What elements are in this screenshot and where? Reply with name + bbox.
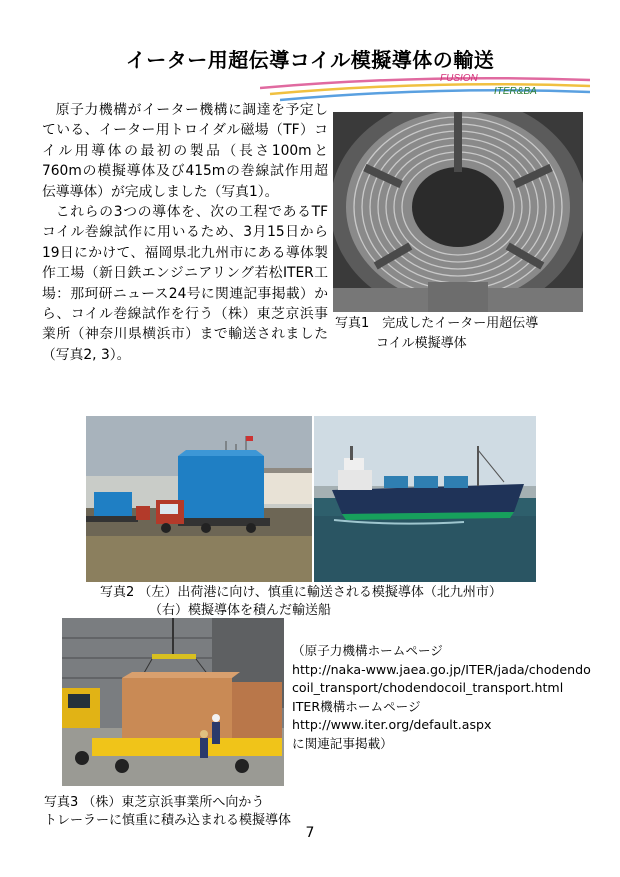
jaea-homepage-label: （原子力機構ホームページ [292,643,443,658]
photo-1-coil [333,112,583,312]
photo-1-caption-line2: コイル模擬導体 [376,336,467,351]
page-number: 7 [305,825,315,841]
fusion-tag: FUSION [440,73,478,84]
reference-links [292,642,592,753]
article-body [42,100,328,365]
iter-homepage-label: ITER機構ホームページ [292,698,421,714]
page-title: イーター用超伝導コイル模擬導体の輸送 [125,48,495,72]
photo-2-caption-line2: （右）模擬導体を積んだ輸送船 [149,603,332,618]
photo-2-right-ship [314,416,536,582]
iter-homepage-url[interactable]: http://www.iter.org/default.aspx [292,717,492,732]
photo-2-left-trucks [86,416,312,582]
photo-3-loading [62,618,284,786]
photo-1-caption-line1: 写真1 完成したイーター用超伝導 [335,316,539,331]
jaea-homepage-url[interactable]: http://naka-www.jaea.go.jp/ITER/jada/chodendocoil_transport/chodendocoil_transport.html [292,661,591,695]
paragraph-2: これらの3つの導体を、次の工程であるTFコイル巻線試作に用いるため、3月15日から19日にかけて、福岡県北九州市にある導体製作工場（新日鉄エンジニアリング若松ITER工場：那珂研ニュース24号に関連記事掲載）から、コイル巻線試作を行う（株）東芝京浜事業所（神奈川県横浜市）まで輸送されました（写真2, 3）。 [42,204,328,363]
photo-3-caption-line2: トレーラーに慎重に積み込まれる模擬導体 [44,813,292,828]
iter-ba-tag: ITER&BA [494,86,537,97]
photo-3-caption-line1: 写真3 （株）東芝京浜事業所へ向かう [44,795,265,810]
photo-2-caption-line1: 写真2 （左）出荷港に向け、慎重に輸送される模擬導体（北九州市） [100,585,502,600]
paragraph-1: 原子力機構がイーター機構に調達を予定している、イーター用トロイダル磁場（TF）コイル用導体の最初の製品（長さ100mと760mの模擬導体及び415mの巻線試作用超伝導導体）が完成しました（写真1）。 [42,102,328,200]
header-swoosh [260,70,590,104]
related-article-note: に関連記事掲載） [292,735,393,751]
